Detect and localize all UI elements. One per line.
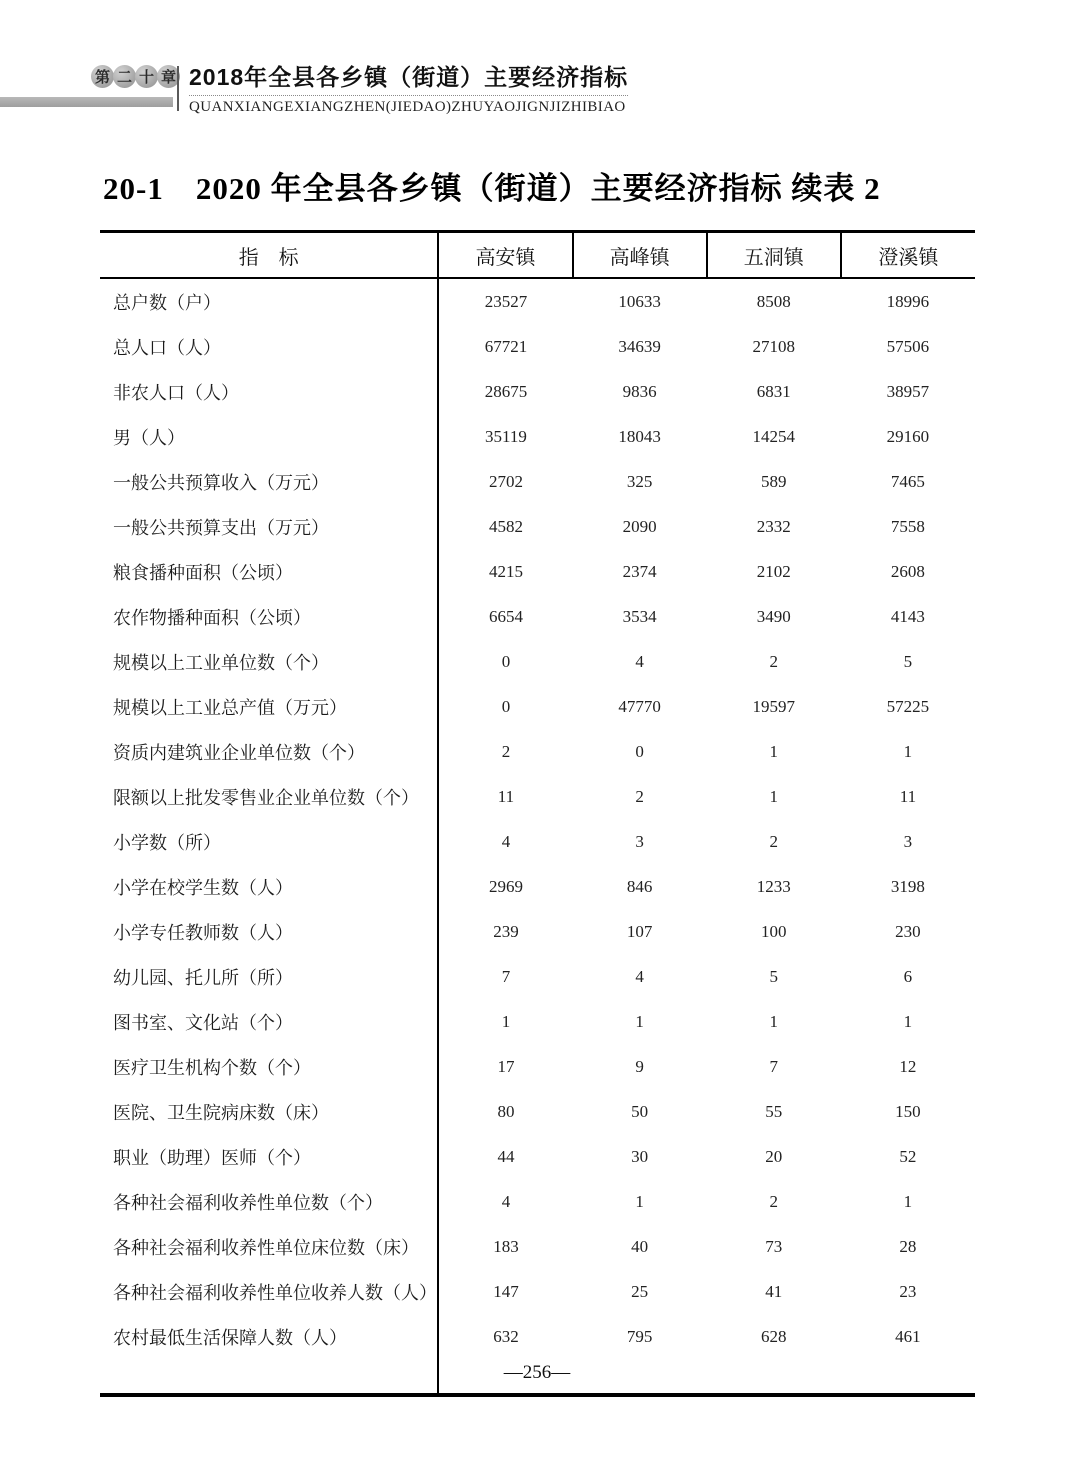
header-gray-bar — [0, 97, 173, 107]
indicator-cell: 幼儿园、托儿所（所） — [100, 954, 438, 999]
table-row — [100, 1089, 975, 1134]
value-cell: 846 — [626, 876, 653, 896]
badge-char-circle: 第 — [91, 65, 114, 88]
value-cell: 6 — [903, 966, 913, 986]
value-cell: 183 — [493, 1236, 519, 1256]
value-cell: 35119 — [485, 426, 527, 446]
indicator-cell: 一般公共预算收入（万元） — [100, 459, 438, 504]
column-header-indicator: 指 标 — [100, 232, 438, 279]
value-cell: 628 — [760, 1326, 787, 1346]
value-cell: 9836 — [622, 381, 657, 401]
value-cell: 57225 — [886, 696, 930, 716]
table-row — [100, 819, 975, 864]
value-cell: 0 — [501, 696, 511, 716]
indicator-cell: 限额以上批发零售业企业单位数（个） — [100, 774, 438, 819]
value-cell: 12 — [899, 1056, 917, 1076]
table-row — [100, 999, 975, 1044]
table-row — [100, 774, 975, 819]
value-cell: 2 — [769, 651, 778, 671]
value-cell: 6654 — [488, 606, 523, 626]
value-cell: 3490 — [756, 606, 791, 626]
indicator-cell: 小学在校学生数（人） — [100, 864, 438, 909]
value-cell: 7558 — [890, 516, 925, 536]
table-row — [100, 639, 975, 684]
value-cell: 2374 — [622, 561, 657, 581]
badge-char-circle: 二 — [113, 65, 136, 88]
value-cell: 44 — [497, 1146, 515, 1166]
value-cell: 29160 — [886, 426, 930, 446]
value-cell: 30 — [631, 1146, 649, 1166]
value-cell: 7 — [769, 1056, 778, 1076]
value-cell: 73 — [765, 1236, 783, 1256]
indicator-cell: 各种社会福利收养性单位数（个） — [100, 1179, 438, 1224]
badge-char-circle: 章 — [157, 65, 180, 88]
value-cell: 1 — [769, 1011, 778, 1031]
indicator-cell: 各种社会福利收养性单位床位数（床） — [100, 1224, 438, 1269]
value-cell: 11 — [899, 786, 917, 806]
value-cell: 52 — [899, 1146, 917, 1166]
header-divider — [177, 66, 179, 111]
table-row — [100, 909, 975, 954]
value-cell: 4143 — [890, 606, 925, 626]
value-cell: 1 — [501, 1011, 511, 1031]
indicator-cell: 医疗卫生机构个数（个） — [100, 1044, 438, 1089]
value-cell: 11 — [497, 786, 515, 806]
value-cell: 1 — [769, 786, 778, 806]
value-cell: 8508 — [756, 291, 791, 311]
value-cell: 18043 — [618, 426, 661, 446]
value-cell: 2702 — [488, 471, 523, 491]
table-row — [100, 1224, 975, 1269]
value-cell: 1 — [635, 1011, 644, 1031]
indicator-cell: 非农人口（人） — [100, 369, 438, 414]
table-row — [100, 954, 975, 999]
table-row — [100, 1044, 975, 1089]
value-cell: 230 — [895, 921, 921, 941]
value-cell: 28 — [899, 1236, 917, 1256]
column-header-town-3: 五洞镇 — [707, 232, 841, 279]
page-number: —256— — [503, 1362, 571, 1383]
value-cell: 7465 — [890, 471, 925, 491]
value-cell: 4582 — [488, 516, 523, 536]
indicator-cell: 小学数（所） — [100, 819, 438, 864]
value-cell: 4 — [501, 831, 511, 851]
value-cell: 5 — [769, 966, 778, 986]
value-cell: 3 — [635, 831, 644, 851]
value-cell: 4 — [635, 966, 644, 986]
value-cell: 47770 — [618, 696, 661, 716]
page-footer — [0, 1362, 1074, 1384]
value-cell: 50 — [631, 1101, 649, 1121]
value-cell: 27108 — [752, 336, 795, 356]
indicator-cell: 总人口（人） — [100, 324, 438, 369]
value-cell: 2 — [635, 786, 644, 806]
value-cell: 14254 — [752, 426, 795, 446]
table-row — [100, 278, 975, 324]
value-cell: 20 — [765, 1146, 783, 1166]
value-cell: 28675 — [484, 381, 528, 401]
chapter-header — [189, 62, 628, 116]
indicator-cell: 男（人） — [100, 414, 438, 459]
table-row — [100, 324, 975, 369]
column-header-town-1: 高安镇 — [438, 232, 572, 279]
value-cell: 795 — [626, 1326, 653, 1346]
chapter-title: 2018年全县各乡镇（街道）主要经济指标 — [189, 62, 628, 96]
indicator-cell: 总户数（户） — [100, 278, 438, 324]
value-cell: 25 — [631, 1281, 649, 1301]
indicator-cell: 农村最低生活保障人数（人） — [100, 1314, 438, 1359]
value-cell: 2332 — [756, 516, 791, 536]
indicator-cell: 农作物播种面积（公顷） — [100, 594, 438, 639]
value-cell: 589 — [760, 471, 787, 491]
table-row — [100, 864, 975, 909]
value-cell: 2 — [769, 1191, 778, 1211]
value-cell: 107 — [626, 921, 653, 941]
value-cell: 3198 — [890, 876, 925, 896]
value-cell: 2969 — [488, 876, 523, 896]
value-cell: 632 — [493, 1326, 519, 1346]
value-cell: 34639 — [618, 336, 661, 356]
value-cell: 4 — [501, 1191, 511, 1211]
value-cell: 1 — [903, 1011, 913, 1031]
table-header — [100, 232, 975, 279]
value-cell: 10633 — [618, 291, 661, 311]
indicator-cell: 各种社会福利收养性单位收养人数（人） — [100, 1269, 438, 1314]
indicator-cell: 规模以上工业总产值（万元） — [100, 684, 438, 729]
value-cell: 2090 — [622, 516, 657, 536]
value-cell: 147 — [493, 1281, 519, 1301]
value-cell: 23527 — [484, 291, 528, 311]
value-cell: 1 — [903, 741, 913, 761]
value-cell: 17 — [497, 1056, 515, 1076]
value-cell: 18996 — [886, 291, 930, 311]
table-title: 20-1 2020 年全县各乡镇（街道）主要经济指标 续表 2 — [103, 171, 881, 206]
table-row — [100, 1314, 975, 1359]
indicator-cell: 医院、卫生院病床数（床） — [100, 1089, 438, 1134]
value-cell: 3 — [903, 831, 913, 851]
value-cell: 4215 — [488, 561, 523, 581]
value-cell: 1233 — [756, 876, 791, 896]
value-cell: 0 — [501, 651, 511, 671]
economic-indicators-table — [100, 230, 975, 1397]
chapter-pinyin: QUANXIANGEXIANGZHEN(JIEDAO)ZHUYAOJIGNJIZHIBIAO — [189, 99, 626, 115]
value-cell: 57506 — [886, 336, 930, 356]
value-cell: 4 — [635, 651, 644, 671]
column-header-town-2: 高峰镇 — [573, 232, 707, 279]
value-cell: 239 — [493, 921, 519, 941]
indicator-cell: 粮食播种面积（公顷） — [100, 549, 438, 594]
table-body — [100, 278, 975, 1395]
value-cell: 80 — [497, 1101, 515, 1121]
table-row — [100, 414, 975, 459]
indicator-cell: 图书室、文化站（个） — [100, 999, 438, 1044]
value-cell: 100 — [760, 921, 787, 941]
table-row — [100, 369, 975, 414]
badge-char-circle: 十 — [135, 65, 158, 88]
table-row — [100, 1179, 975, 1224]
indicator-cell: 规模以上工业单位数（个） — [100, 639, 438, 684]
table-header-row — [100, 232, 975, 279]
table-row — [100, 1134, 975, 1179]
value-cell: 1 — [635, 1191, 644, 1211]
table-row — [100, 549, 975, 594]
table-row — [100, 729, 975, 774]
value-cell: 2608 — [890, 561, 925, 581]
value-cell: 67721 — [484, 336, 528, 356]
indicator-cell: 职业（助理）医师（个） — [100, 1134, 438, 1179]
value-cell: 41 — [765, 1281, 783, 1301]
value-cell: 5 — [903, 651, 913, 671]
value-cell: 2 — [769, 831, 778, 851]
value-cell: 325 — [626, 471, 653, 491]
value-cell: 0 — [635, 741, 644, 761]
value-cell: 9 — [635, 1056, 644, 1076]
table-row — [100, 684, 975, 729]
value-cell: 150 — [895, 1101, 921, 1121]
value-cell: 1 — [903, 1191, 913, 1211]
indicator-cell: 资质内建筑业企业单位数（个） — [100, 729, 438, 774]
table-row — [100, 459, 975, 504]
value-cell: 2102 — [756, 561, 791, 581]
value-cell: 1 — [769, 741, 778, 761]
indicator-cell: 一般公共预算支出（万元） — [100, 504, 438, 549]
indicator-cell: 小学专任教师数（人） — [100, 909, 438, 954]
value-cell: 2 — [501, 741, 511, 761]
table-row — [100, 504, 975, 549]
value-cell: 19597 — [752, 696, 795, 716]
table-row — [100, 1269, 975, 1314]
value-cell: 3534 — [622, 606, 657, 626]
value-cell: 40 — [631, 1236, 649, 1256]
value-cell: 55 — [765, 1101, 783, 1121]
column-header-town-4: 澄溪镇 — [841, 232, 975, 279]
chapter-badge — [91, 65, 179, 88]
value-cell: 38957 — [886, 381, 930, 401]
value-cell: 23 — [899, 1281, 917, 1301]
value-cell: 6831 — [756, 381, 791, 401]
value-cell: 7 — [501, 966, 511, 986]
table-row — [100, 594, 975, 639]
value-cell: 461 — [895, 1326, 921, 1346]
